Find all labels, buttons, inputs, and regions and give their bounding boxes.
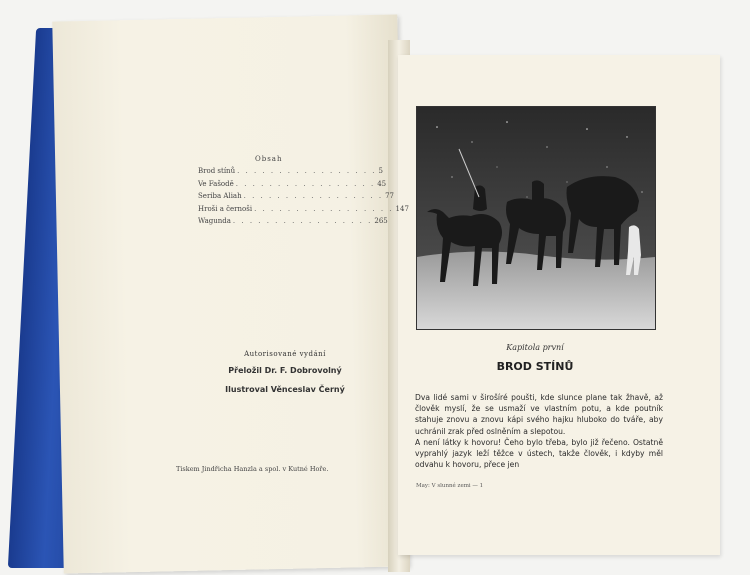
translator-credit: Přeložil Dr. F. Dobrovolný: [228, 366, 342, 375]
chapter-body-text: [415, 392, 663, 470]
toc-entry: [198, 203, 409, 216]
toc-entry-name: Ve Fašodě: [198, 179, 234, 188]
toc-entry-page: 265: [374, 217, 388, 226]
illustrator-credit: Ilustroval Věnceslav Černý: [225, 385, 345, 394]
toc-leader-dots: . . . . . . . . . . . . . . . . .: [254, 204, 394, 213]
chapter-title: BROD STÍNŮ: [496, 360, 574, 373]
paragraph: Dva lidé sami v širošíré poušti, kde slunce plane tak žhavě, až člověk myslí, že se usmaží ve vlastním potu, a kde poutník stahuje znovu a znovu kápi svého hajku hluboko do tváře, aby uchránil zrak před oslněním a slepotou.: [415, 393, 663, 436]
toc-entry-name: Hroši a černoši: [198, 204, 253, 213]
paragraph: A není látky k hovoru! Čeho bylo třeba, bylo již řečeno. Ostatně vyprahlý jazyk leží těžce v ústech, takže člověk, i kdyby měl odvahu k hovoru, přece jen: [415, 437, 663, 470]
toc-entry-name: Wagunda: [198, 217, 231, 226]
toc-entry: [198, 178, 387, 191]
toc-entry-page: 45: [377, 179, 387, 188]
toc-leader-dots: . . . . . . . . . . . . . . . . .: [235, 179, 376, 188]
toc-leader-dots: . . . . . . . . . . . . . . . . .: [237, 167, 377, 176]
chapter-label: Kapitola první: [506, 343, 564, 352]
printer-imprint: Tiskem Jindřicha Hanzla a spol. v Kutné Hoře.: [176, 465, 329, 473]
toc-leader-dots: . . . . . . . . . . . . . . . . .: [243, 192, 384, 201]
toc-title: Obsah: [255, 155, 283, 163]
table-of-contents: [198, 165, 409, 228]
toc-entry-name: Seriba Aliah: [198, 192, 242, 201]
toc-entry-page: 5: [378, 167, 383, 176]
caravan-illustration: [416, 106, 656, 330]
credits: [190, 350, 380, 394]
toc-entry: [198, 190, 394, 203]
toc-leader-dots: . . . . . . . . . . . . . . . . .: [232, 217, 373, 226]
toc-entry-page: 147: [395, 204, 409, 213]
toc-entry: [198, 215, 388, 228]
toc-entry-name: Brod stínů: [198, 167, 236, 176]
toc-entry-page: 77: [385, 192, 394, 201]
authorized-edition: Autorisované vydání: [244, 350, 326, 358]
page-footer: May: V slunné zemi — 1: [416, 483, 484, 489]
toc-entry: [198, 165, 383, 178]
left-page: [52, 14, 408, 573]
